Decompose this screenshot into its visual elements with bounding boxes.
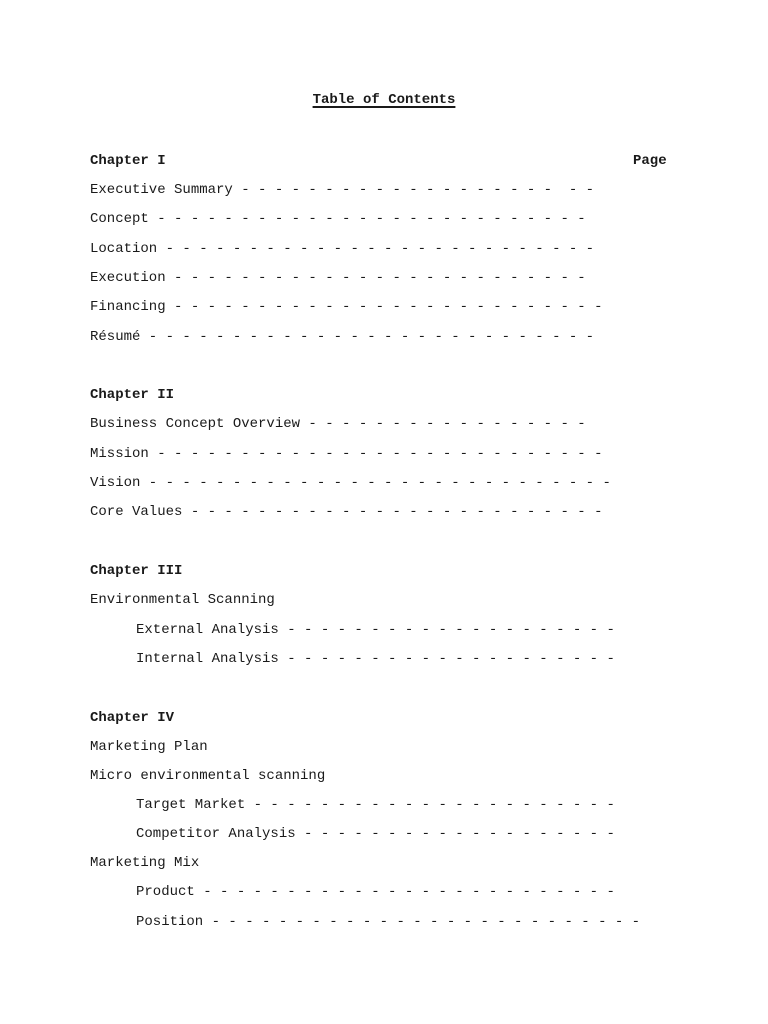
toc-entry: Core Values - - - - - - - - - - - - - - - - - - - - - - - - - [90,504,603,520]
toc-entry: Financing - - - - - - - - - - - - - - - - - - - - - - - - - - [90,299,603,315]
toc-entry: Executive Summary - - - - - - - - - - - - - - - - - - - - - [90,182,595,198]
toc-entry: Product - - - - - - - - - - - - - - - - - - - - - - - - - [136,884,615,900]
toc-entry: Internal Analysis - - - - - - - - - - - - - - - - - - - - [136,651,615,667]
toc-entry: Execution - - - - - - - - - - - - - - - - - - - - - - - - - [90,270,586,286]
chapter-heading: Chapter IV [90,710,175,726]
chapter-heading: Chapter I [90,153,166,169]
toc-entry: Competitor Analysis - - - - - - - - - - - - - - - - - - - [136,826,615,842]
toc-entry: Vision - - - - - - - - - - - - - - - - - - - - - - - - - - - - [90,475,611,491]
toc-entry: Concept - - - - - - - - - - - - - - - - - - - - - - - - - - [90,211,586,227]
toc-entry: Résumé - - - - - - - - - - - - - - - - - - - - - - - - - - - [90,329,595,345]
chapter-heading: Chapter III [90,563,183,579]
toc-entry: Mission - - - - - - - - - - - - - - - - - - - - - - - - - - - [90,446,603,462]
chapter-heading: Chapter II [90,387,175,403]
toc-entry: External Analysis - - - - - - - - - - - - - - - - - - - - [136,622,615,638]
toc-section: Micro environmental scanning [90,768,326,784]
toc-section: Environmental Scanning [90,592,275,608]
page-column-header: Page [633,153,667,169]
toc-entry: Business Concept Overview - - - - - - - - - - - - - - - - - [90,416,586,432]
page-title [0,92,768,108]
toc-entry: Target Market - - - - - - - - - - - - - - - - - - - - - - [136,797,615,813]
page-title-text: Table of Contents [312,92,456,108]
toc-section: Marketing Mix [90,855,200,871]
toc-entry: Position - - - - - - - - - - - - - - - - - - - - - - - - - - [136,914,641,930]
toc-entry: Location - - - - - - - - - - - - - - - - - - - - - - - - - - [90,241,595,257]
toc-section: Marketing Plan [90,739,208,755]
